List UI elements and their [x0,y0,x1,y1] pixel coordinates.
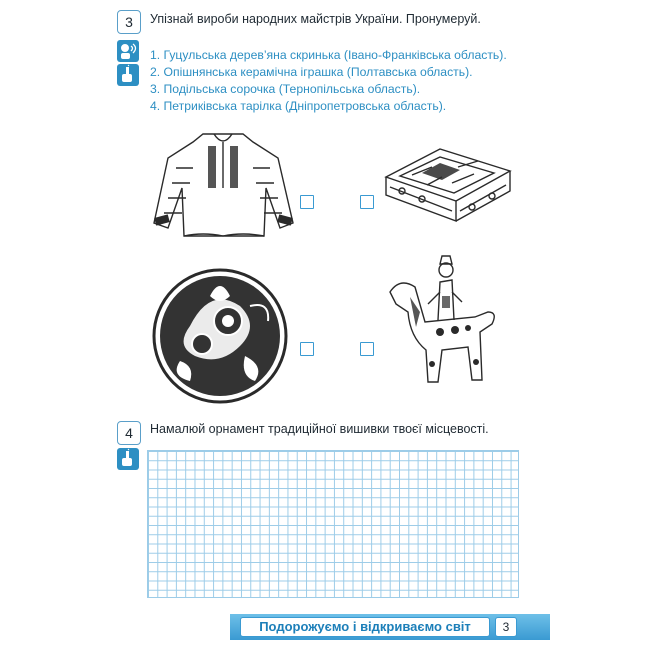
page-number: 3 [495,617,517,637]
list-item: 4. Петриківська тарілка (Дніпропетровська область). [150,99,447,113]
list-item: 1. Гуцульська дерев’яна скринька (Івано-Франківська область). [150,48,507,62]
plate-number-checkbox[interactable] [300,342,314,356]
task-3-number: 3 [117,10,141,34]
horse-number-checkbox[interactable] [360,342,374,356]
shirt-number-checkbox[interactable] [300,195,314,209]
task-3-title: Упізнай вироби народних майстрів України. Пронумеруй. [150,12,481,26]
list-item: 2. Опішнянська керамічна іграшка (Полтавська область). [150,65,473,79]
speaking-child-icon [117,40,139,62]
task-4-title: Намалюй орнамент традиційної вишивки твоєї місцевості. [150,422,489,436]
task-4-number: 4 [117,421,141,445]
petrykivka-plate-image [150,266,290,406]
list-item: 3. Подільська сорочка (Тернопільська область). [150,82,421,96]
footer-title: Подорожуємо і відкриваємо світ [240,617,490,637]
writing-hand-icon [117,64,139,86]
task-3-list [150,47,507,115]
wooden-box-image [382,127,514,225]
drawing-grid[interactable] [147,450,519,598]
writing-hand-icon [117,448,139,470]
ceramic-horse-toy-image [380,252,505,387]
embroidered-shirt-image [148,128,298,240]
box-number-checkbox[interactable] [360,195,374,209]
